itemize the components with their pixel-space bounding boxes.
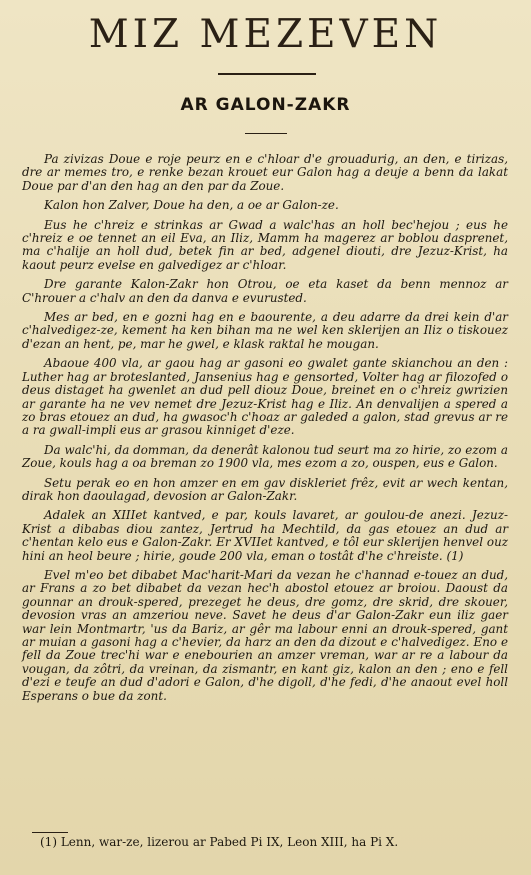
chapter-heading-divider xyxy=(245,133,287,134)
page-title: MIZ MEZEVEN xyxy=(88,12,443,57)
paragraph: Pa zivizas Doue e roje peurz en e c'hloar d'e grouadurig, an den, e tirizas, dre ar memes tro, e renke bezan krouet eur Galon hag a deuje a benn da lakat Doue par d'an den hag an den par da Zoue. xyxy=(22,152,508,193)
paragraph: Abaoue 400 vla, ar gaou hag ar gasoni eo gwalet gante skianchou an den : Luther hag ar broteslanted, Jansenius hag e gensorted, Volter hag ar filozofed o deus distaget ha gwenlet an dud pell diouz Doue, breinet en o c'hreiz gwrizien ar garante ha ne vev nemet dre Jezuz-Krist hag e Iliz. An denvalijen a spered a zo bras etouez an dud, ha gwasoc'h c'hoaz ar galeded a galon, stad grevus ar re a ra gwall-impli eus ar grasou kinniget d'eze. xyxy=(22,356,508,438)
paragraph: Evel m'eo bet dibabet Mac'harit-Mari da vezan he c'hannad e-touez an dud, ar Frans a zo bet dibabet da vezan hec'h abostol etouez ar broiou. Daoust da gounnar an drouk-spered, prezeget he deus, dre gomz, dre skrid, dre skouer, devosion vras an amzeriou neve. Savet he deus d'ar Galon-Zakr eun iliz gaer war lein Montmartr, 'us da Bariz, ar gêr ma labour enni an drouk-spered, gant ar muian a gasoni hag a c'hevier, da harz an den da dizout e c'halvedigez. Eno e fell da Zoue trec'hi war e enebourien an amzer vreman, war ar re a labour da vougan, da zôtri, da vreinan, da zismantr, en kant giz, kalon an den ; eno e fell d'ezi e teufe an dud d'adori e Galon, d'he digoll, d'he fedi, d'he anaout evel holl Esperans o bue da zont. xyxy=(22,567,508,703)
paragraph: Dre garante Kalon-Zakr hon Otrou, oe eta kaset da benn mennoz ar C'hrouer a c'halv an den da danva e evurusted. xyxy=(22,277,508,305)
title-divider xyxy=(218,73,316,75)
chapter-heading: AR GALON-ZAKR xyxy=(180,95,351,115)
paragraph: Eus he c'hreiz e strinkas ar Gwad a walc'has an holl bec'hejou ; eus he c'hreiz e oe tennet an eil Eva, an Iliz, Mamm ha magerez ar boblou dasprenet, ma c'halije an holl dud, betek fin ar bed, adgenel diouti, dre Jezuz-Krist, ha kaout peurz evelse en galvedigez ar c'hloar. xyxy=(22,217,508,272)
paragraph: Kalon hon Zalver, Doue ha den, a oe ar Galon-ze. xyxy=(44,198,339,213)
paragraph: Mes ar bed, en e gozni hag en e baourente, a deu adarre da drei kein d'ar c'halvedigez-ze, kement ha ken bihan ma ne wel ken sklerijen an Iliz o tiskouez d'ezan an hent, pe, mar he gwel, e klask raktal he mougan. xyxy=(22,310,508,351)
paragraph: Adalek an XIIIet kantved, e par, kouls lavaret, ar goulou-de anezi. Jezuz-Krist a dibabas diou zantez, Jertrud ha Mechtild, da gas etouez an dud ar c'hentan kelo eus e Galon-Zakr. Er XVIIet kantved, e tôl eur sklerijen henvel ouz hini an heol beure ; hirie, goude 200 vla, eman o tostât d'he c'hreiste. (1) xyxy=(22,508,508,563)
paragraph: Setu perak eo en hon amzer en em gav diskleriet frêz, evit ar wech kentan, dirak hon daoulagad, devosion ar Galon-Zakr. xyxy=(22,475,508,503)
body-text xyxy=(22,153,508,709)
footnote-divider xyxy=(32,832,68,833)
paragraph: Da walc'hi, da domman, da denerât kalonou tud seurt ma zo hirie, zo ezom a Zoue, kouls hag a oa breman zo 1900 vla, mes ezom a zo, ouspen, eus e Galon. xyxy=(22,442,508,471)
footnote: (1) Lenn, war-ze, lizerou ar Pabed Pi IX, Leon XIII, ha Pi X. xyxy=(40,835,399,849)
